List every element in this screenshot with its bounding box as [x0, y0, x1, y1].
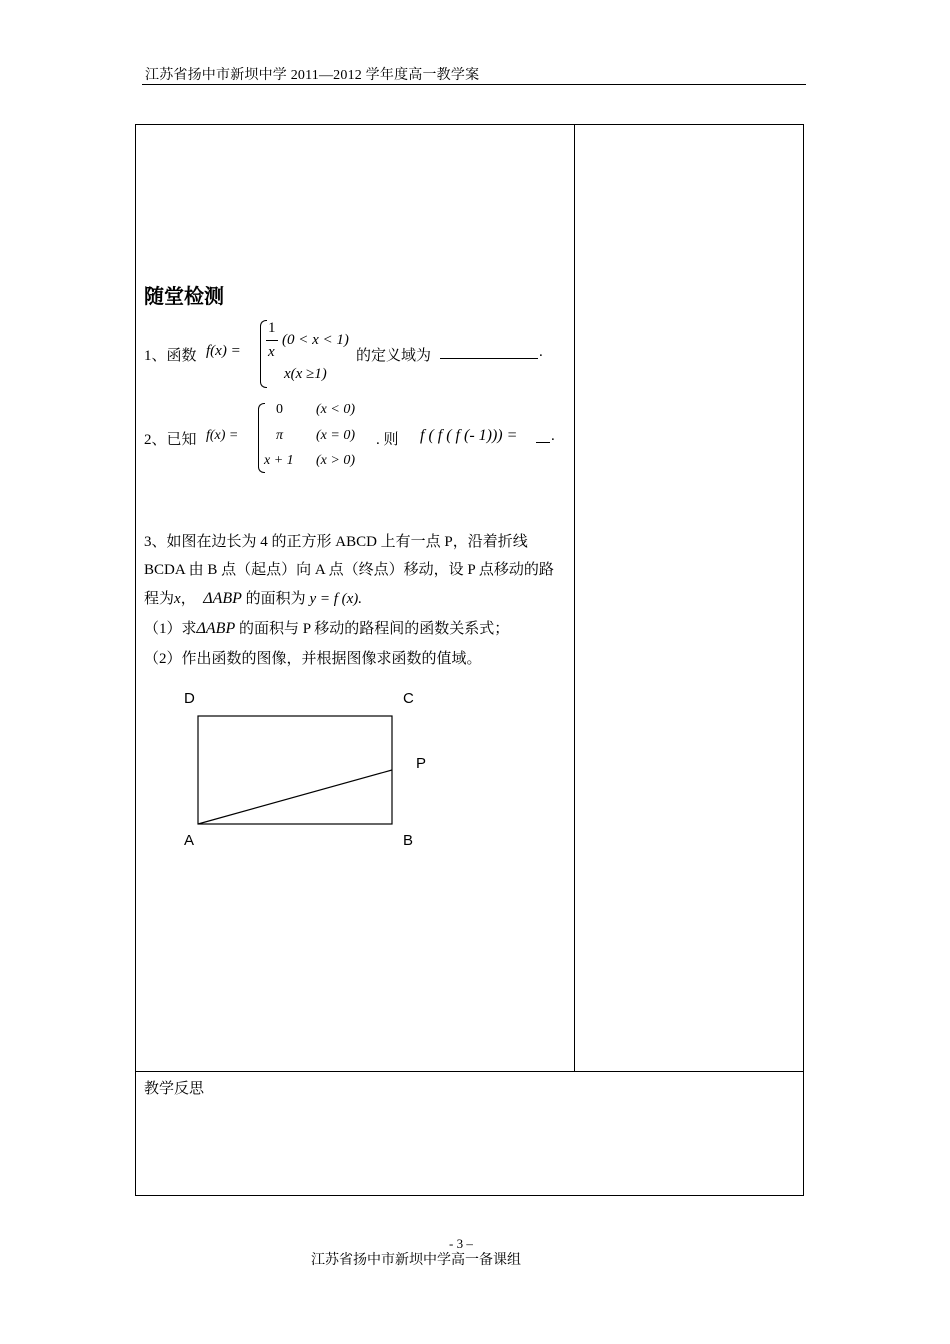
q2-middle: . 则	[376, 432, 399, 448]
q3-line3-triangle: ΔABP	[203, 590, 242, 607]
label-d: D	[184, 690, 195, 707]
q1-numerator: 1	[268, 320, 276, 336]
label-c: C	[403, 690, 414, 707]
q2-fx: f(x) =	[206, 428, 239, 443]
footer-text: 江苏省扬中市新坝中学高一备课组	[311, 1253, 521, 1268]
q2-case2-value: π	[276, 428, 284, 443]
q3-sub1-b: 的面积与 P 移动的路程间的函数关系式；	[238, 621, 510, 637]
q3-line2: BCDA 由 B 点（起点）向 A 点（终点）移动，设 P 点移动的路	[144, 562, 554, 578]
q2-case2-condition: (x = 0)	[316, 428, 355, 443]
q2-expression: f ( f ( f (- 1))) =	[420, 427, 518, 444]
q3-line3-x: x	[174, 591, 181, 607]
q3-line3-b: ，	[180, 591, 196, 607]
q2-end: .	[551, 428, 555, 444]
q1-case2: x(x ≥1)	[284, 366, 327, 382]
label-b: B	[403, 832, 414, 849]
q2-case3-condition: (x > 0)	[316, 453, 355, 468]
q3-line1: 3、如图在边长为 4 的正方形 ABCD 上有一点 P，沿着折线	[144, 534, 528, 550]
q3-sub2: （2）作出函数的图像，并根据图像求函数的值域。	[144, 651, 482, 667]
q1-fx: f(x) =	[206, 343, 241, 359]
label-a: A	[184, 832, 195, 849]
q2-case1-value: 0	[276, 402, 283, 417]
teaching-reflection-label: 教学反思	[144, 1081, 205, 1097]
q3-line3-a: 程为	[144, 591, 175, 607]
q3-line3-equation: y = f (x).	[309, 591, 363, 607]
page-number: - 3 –	[449, 1236, 473, 1251]
q2-case1-condition: (x < 0)	[316, 402, 355, 417]
q3-line3-c: 的面积为	[245, 591, 306, 607]
q1-case1-condition: (0 < x < 1)	[282, 332, 349, 348]
q2-prefix: 2、已知	[144, 432, 197, 448]
header-title: 江苏省扬中市新坝中学 2011—2012 学年度高一教学案	[145, 68, 480, 83]
q1-prefix: 1、函数	[144, 348, 197, 364]
label-p: P	[416, 755, 427, 772]
segment-ap	[198, 770, 392, 824]
q3-sub1-triangle: ΔABP	[196, 620, 236, 637]
q1-suffix: 的定义域为	[356, 348, 432, 364]
square-outline	[198, 716, 392, 824]
q1-end: .	[539, 344, 543, 360]
q3-sub1-a: （1）求	[144, 621, 197, 637]
section-title: 随堂检测	[144, 284, 224, 308]
q1-denominator: x	[268, 344, 275, 360]
q2-case3-value: x + 1	[264, 453, 294, 468]
